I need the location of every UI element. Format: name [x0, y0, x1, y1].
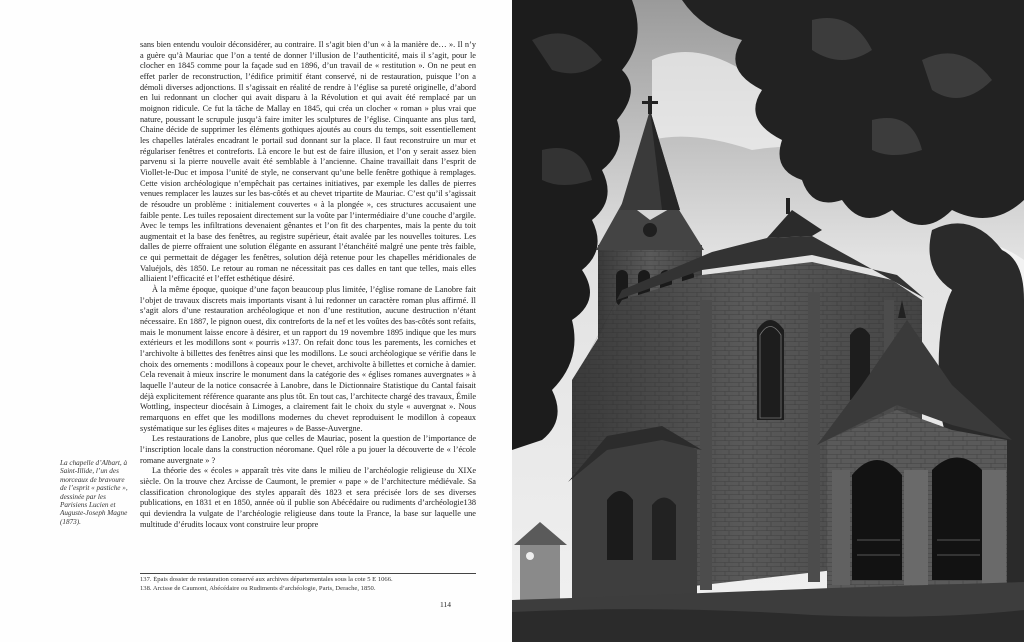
- page-number: 114: [440, 600, 451, 609]
- paragraph: sans bien entendu vouloir déconsidérer, au contraire. Il s’agit bien d’un « à la manière de… ». Il n’y a guère qu’à Mauriac que l’on a tenté de donner l’illusion de l’authenticité, mais il s’agit, pour le clocher en 1845 comme pour la façade sud en 1896, d’un travail de « restitution ». On ne peut en effet parler de reconstruction, l’édifice primitif étant conservé, ni de restauration, puisque l’on a démoli diverses adjonctions. Il s’agissait en réalité de rendre à l’église sa pureté originelle, d’abord en lui redonnant un clocher qui avait disparu à la Révolution et qui avait été remplacé par un moignon ridicule. Ce fut la tâche de Mallay en 1845, qui créa un clocher « roman » plus vrai que nature, poussant le scrupule jusqu’à faire imiter les sculptures de l’église. Cinquante ans plus tard, Chaine décide de supprimer les éléments gothiques ajoutés au cours du temps, soit essentiellement les chapelles latérales encadrant le portail sud donnant sur la place. Il faut reconstruire un mur et régulariser fenêtres et contreforts. Là encore le but est de faire illusion, et l’on y serait assez bien parvenu si la pierre nouvelle avait été semblable à l’ancienne. Chaine travaillait dans l’esprit de Viollet-le-Duc et imposa l’unité de style, ne conservant qu’une belle fenêtre gothique à remplages. Cette vision archéologique n’empêchait pas certaines initiatives, par exemple les dalles de pierres venues remplacer les lauzes sur les bas-côtés et au chevet tripartite de Mauriac. C’est qu’il s’agissait de résoudre un problème : initialement couvertes « à la plongée », ces structures accusaient une faible pente. Les tuiles reposaient directement sur la voûte par l’intermédiaire d’une couche d’argile. Avec le temps les infiltrations devenaient gênantes et l’on fit des charpentes, mais la pente du toit augmentait et la base des fenêtres, au registre supérieur, était avalée par les nouvelles toitures. Les dalles de pierre offraient une solution élégante en assurant l’étanchéité malgré une pente très faible, ce qui permettait de dégager les fenêtres, solution déjà retenue pour les chapelles méridionales de Valuéjols, dès 1850. Le retour au roman ne nécessitait pas ces dalles en tant que telles, mais elles alliaient l’efficacité et l’effet esthétique désiré.: [140, 40, 476, 284]
- paragraph: À la même époque, quoique d’une façon beaucoup plus limitée, l’église romane de Lanobre fait l’objet de travaux discrets mais importants visant à lui redonner un caractère roman plus affirmé. Il s’agit alors d’une restauration archéologique et non d’une restitution, aucune destruction n’étant nécessaire. En 1887, le pignon ouest, dix contreforts de la nef et les voûtes des bas-côtés sont refaits, mais le monument laisse encore à désirer, et un rapport du 19 novembre 1895 indique que les murs extérieurs et les modillons sont « pourris »137. On refait donc tous les parements, les corniches et l’archivolte à billettes des fenêtres ainsi que les modillons. Le souci archéologique se vérifie dans le choix des ornements : modillons à copeaux pour le chevet, archivolte à billettes et corniche à damier. Cela revenait à mieux inscrire le monument dans la catégorie des « églises romanes auvergnates » à laquelle l’auteur de la notice consacrée à Lanobre, dans le Dictionnaire Statistique du Cantal faisait déjà explicitement référence quarante ans plus tôt. En tout cas, l’architecte chargé des travaux, Émile Wottling, inspecteur diocésain à Limoges, a clairement fait le choix du style « auvergnat ». Nous remarquons en effet que les modillons modernes du chevet reproduisent le modillon à copeaux systématique sur les églises dites « majeures » de Basse-Auvergne.: [140, 285, 476, 433]
- chapel-photograph: [512, 0, 1024, 642]
- paragraph: La théorie des « écoles » apparaît très vite dans le milieu de l’archéologie religieuse du XIXe siècle. On la trouve chez Arcisse de Caumont, le premier « pape » de l’architecture médiévale. Sa classification chronologique des styles apparaît dès 1823 et sera précisée lors de ses diverses publications, en 1831 et en 1850, année où il publie son Abécédaire ou rudiments d’archéologie138 qui deviendra la vulgate de l’archéologie religieuse dans toute la France, la base sur laquelle une multitude d’érudits locaux vont construire leur propre: [140, 466, 476, 529]
- photo-caption: La chapelle d’Albart, à Saint-Illide, l’un des morceaux de bravoure de l’esprit « pastiche », dessinée par les Parisiens Lucien et Auguste-Joseph Magne (1873).: [60, 459, 128, 526]
- footnote: 138. Arcisse de Caumont, Abécédaire ou Rudiments d’archéologie, Paris, Derache, 1850.: [140, 584, 376, 592]
- right-page: [512, 0, 1024, 642]
- footnotes: [140, 573, 476, 593]
- body-text: [140, 40, 476, 530]
- footnote: 137. Épais dossier de restauration conservé aux archives départementales sous la cote 5 E 1066.: [140, 576, 393, 583]
- paragraph: Les restaurations de Lanobre, plus que celles de Mauriac, posent la question de l’importance de l’inscription locale dans la construction néoromane. Quel rôle a pu jouer la découverte de « l’école romane auvergnate » ?: [140, 434, 476, 465]
